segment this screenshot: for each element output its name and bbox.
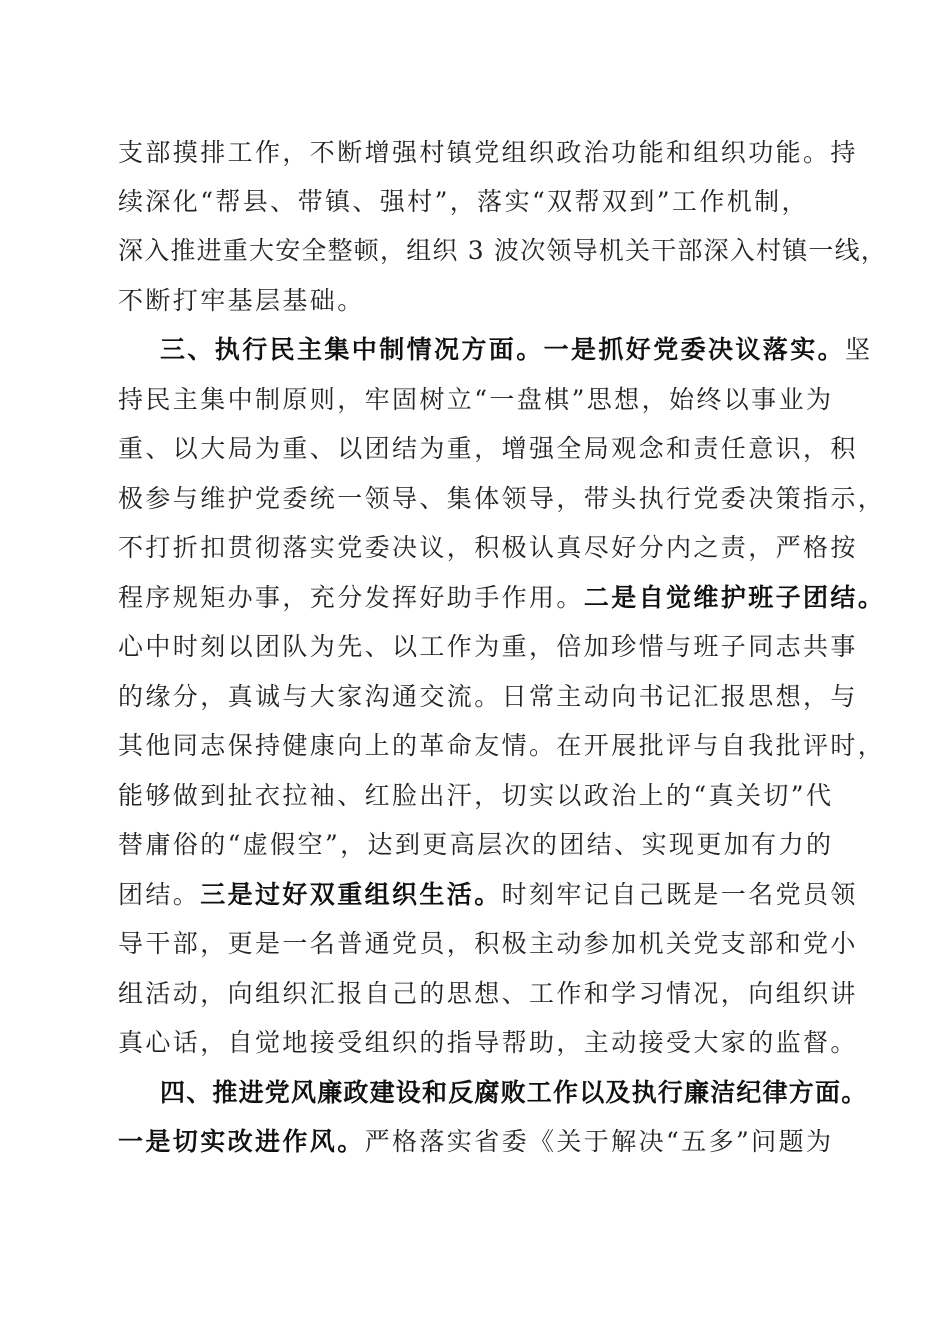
paragraph-line: 组活动，向组织汇报自己的思想、工作和学习情况，向组织讲	[118, 979, 858, 1008]
section-heading-line	[160, 1076, 867, 1110]
paragraph-line: 团结。三是过好双重组织生活。时刻牢记自己既是一名党员领	[118, 880, 858, 909]
paragraph-line: 能够做到扯衣拉袖、红脸出汗，切实以政治上的“真关切”代	[118, 781, 834, 810]
paragraph-line: 替庸俗的“虚假空”，达到更高层次的团结、实现更加有力的	[118, 830, 834, 859]
section-heading: 四、推进党风廉政建设和反腐败工作以及执行廉洁纪律方面。	[160, 1078, 868, 1107]
paragraph-line: 极参与维护党委统一领导、集体领导，带头执行党委决策指示，	[118, 484, 886, 513]
paragraph-line: 深入推进重大安全整顿，组织 3 波次领导机关干部深入村镇一线，	[118, 236, 888, 265]
bold-subheading: 三是过好双重组织生活。	[200, 880, 502, 909]
paragraph-line: 一是切实改进作风。严格落实省委《关于解决“五多”问题为	[118, 1127, 834, 1156]
paragraph-line: 导干部，更是一名普通党员，积极主动参加机关党支部和党小	[118, 929, 858, 958]
paragraph-line: 真心话，自觉地接受组织的指导帮助，主动接受大家的监督。	[118, 1028, 858, 1057]
paragraph-line: 不打折扣贯彻落实党委决议，积极认真尽好分内之责，严格按	[118, 533, 858, 562]
section-heading-line: 三、执行民主集中制情况方面。一是抓好党委决议落实。坚	[160, 335, 873, 364]
bold-subheading: 二是自觉维护班子团结。	[583, 583, 886, 612]
paragraph-line: 支部摸排工作，不断增强村镇党组织政治功能和组织功能。持	[118, 138, 858, 167]
paragraph-line: 持民主集中制原则，牢固树立“一盘棋”思想，始终以事业为	[118, 385, 834, 414]
paragraph-line: 重、以大局为重、以团结为重，增强全局观念和责任意识，积	[118, 434, 858, 463]
section-heading: 三、执行民主集中制情况方面。一是抓好党委决议落实。	[160, 335, 846, 364]
paragraph-line: 续深化“帮县、带镇、强村”，落实“双帮双到”工作机制，	[118, 187, 809, 216]
paragraph-line: 程序规矩办事，充分发挥好助手作用。二是自觉维护班子团结。	[118, 583, 886, 612]
paragraph-line: 心中时刻以团队为先、以工作为重，倍加珍惜与班子同志共事	[118, 632, 858, 661]
bold-subheading: 一是切实改进作风。	[118, 1127, 365, 1156]
paragraph-line: 不断打牢基层基础。	[118, 286, 365, 315]
paragraph-line: 其他同志保持健康向上的革命友情。在开展批评与自我批评时，	[118, 731, 886, 760]
paragraph-line: 的缘分，真诚与大家沟通交流。日常主动向书记汇报思想，与	[118, 682, 858, 711]
